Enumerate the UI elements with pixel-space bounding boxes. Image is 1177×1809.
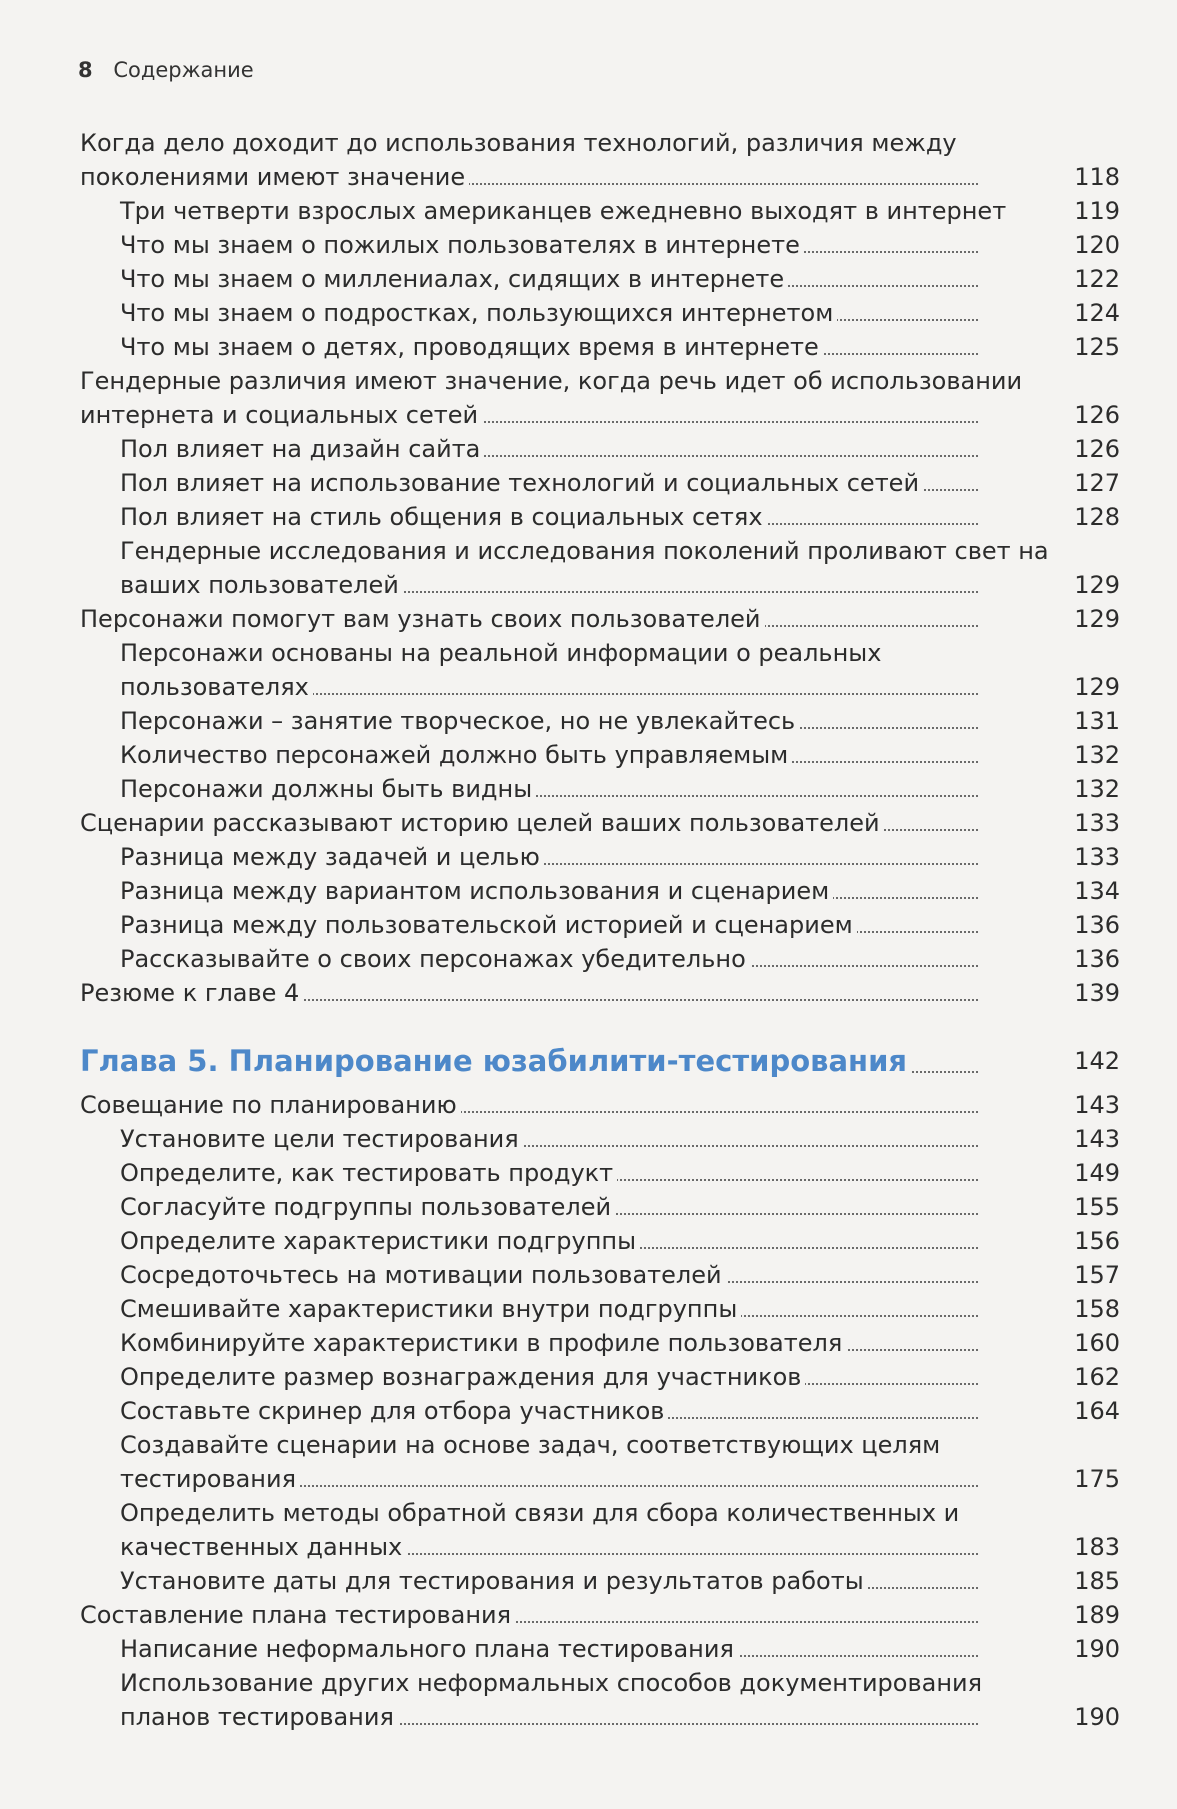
toc-entry-page-number: 183 xyxy=(1074,1533,1120,1561)
toc-entry-title: Три четверти взрослых американцев ежедневно выходят в интернет xyxy=(120,197,1010,225)
toc-entry[interactable] xyxy=(80,908,1120,942)
toc-entry[interactable] xyxy=(80,296,1120,330)
toc-entry-title: Установите даты для тестирования и результатов работы xyxy=(120,1567,868,1595)
toc-entry[interactable] xyxy=(80,1224,1120,1258)
toc-entry[interactable] xyxy=(80,1496,1120,1564)
header-title: Содержание xyxy=(113,58,254,82)
toc-entry[interactable] xyxy=(80,432,1120,466)
toc-entry-page-number: 136 xyxy=(1074,911,1120,939)
toc-entry-page-number: 139 xyxy=(1074,979,1120,1007)
toc-entry[interactable] xyxy=(80,1258,1120,1292)
toc-entry-page-number: 128 xyxy=(1074,503,1120,531)
toc-entry[interactable] xyxy=(80,228,1120,262)
toc-entry-title: Сценарии рассказывают историю целей ваших пользователей xyxy=(80,809,884,837)
toc-entry[interactable] xyxy=(80,1190,1120,1224)
toc-entry-title: Что мы знаем о пожилых пользователях в интернете xyxy=(120,231,804,259)
toc-entry[interactable] xyxy=(80,1632,1120,1666)
toc-entry[interactable] xyxy=(80,942,1120,976)
toc-entry-page-number: 126 xyxy=(1074,401,1120,429)
toc-entry-title: Персонажи – занятие творческое, но не увлекайтесь xyxy=(120,707,799,735)
toc-entry-title: Пол влияет на стиль общения в социальных сетях xyxy=(120,503,767,531)
table-of-contents xyxy=(80,126,1120,1734)
toc-entry-page-number: 124 xyxy=(1074,299,1120,327)
toc-entry-page-number: 120 xyxy=(1074,231,1120,259)
toc-entry-page-number: 118 xyxy=(1074,163,1120,191)
toc-entry-page-number: 119 xyxy=(1074,197,1120,225)
toc-entry-title: Составление плана тестирования xyxy=(80,1601,515,1629)
toc-entry-page-number: 143 xyxy=(1074,1125,1120,1153)
toc-entry-title: Совещание по планированию xyxy=(80,1091,461,1119)
toc-entry[interactable] xyxy=(80,1360,1120,1394)
toc-entry-title: Гендерные различия имеют значение, когда речь идет об использовании интернета и социальных сетей xyxy=(80,367,1023,429)
toc-entry-page-number: 134 xyxy=(1074,877,1120,905)
toc-entry-page-number: 129 xyxy=(1074,571,1120,599)
page-number: 8 xyxy=(78,58,93,82)
toc-entry-title: Количество персонажей должно быть управляемым xyxy=(120,741,792,769)
toc-entry-page-number: 143 xyxy=(1074,1091,1120,1119)
toc-entry[interactable] xyxy=(80,500,1120,534)
toc-entry[interactable] xyxy=(80,1428,1120,1496)
toc-entry[interactable] xyxy=(80,1088,1120,1122)
toc-entry-title: Согласуйте подгруппы пользователей xyxy=(120,1193,615,1221)
toc-entry-title: Что мы знаем о миллениалах, сидящих в интернете xyxy=(120,265,788,293)
toc-entry-title: Сосредоточьтесь на мотивации пользователей xyxy=(120,1261,726,1289)
toc-entry-page-number: 136 xyxy=(1074,945,1120,973)
toc-entry-title: Пол влияет на использование технологий и социальных сетей xyxy=(120,469,923,497)
toc-entry-page-number: 190 xyxy=(1074,1635,1120,1663)
toc-entry-page-number: 175 xyxy=(1074,1465,1120,1493)
toc-entry-title: Персонажи должны быть видны xyxy=(120,775,536,803)
running-header xyxy=(78,58,254,82)
toc-entry[interactable] xyxy=(80,1292,1120,1326)
toc-entry[interactable] xyxy=(80,534,1120,602)
toc-entry[interactable] xyxy=(80,976,1120,1010)
toc-entry[interactable] xyxy=(80,262,1120,296)
toc-entry[interactable] xyxy=(80,364,1120,432)
toc-entry[interactable] xyxy=(80,874,1120,908)
toc-entry-title: Гендерные исследования и исследования поколений проливают свет на ваших пользователей xyxy=(120,537,1049,599)
toc-entry-title: Определить методы обратной связи для сбора количественных и качественных данных xyxy=(120,1499,960,1561)
toc-entry-title: Определите характеристики подгруппы xyxy=(120,1227,640,1255)
toc-entry-title: Резюме к главе 4 xyxy=(80,979,303,1007)
toc-entry[interactable] xyxy=(80,772,1120,806)
toc-entry-page-number: 129 xyxy=(1074,673,1120,701)
toc-entry-page-number: 132 xyxy=(1074,775,1120,803)
toc-entry-page-number: 164 xyxy=(1074,1397,1120,1425)
toc-entry-title: Определите размер вознаграждения для участников xyxy=(120,1363,805,1391)
toc-entry-page-number: 162 xyxy=(1074,1363,1120,1391)
toc-entry-page-number: 155 xyxy=(1074,1193,1120,1221)
toc-entry-page-number: 156 xyxy=(1074,1227,1120,1255)
chapter-page-number: 142 xyxy=(1074,1047,1120,1075)
toc-entry[interactable] xyxy=(80,1156,1120,1190)
toc-entry-title: Комбинируйте характеристики в профиле пользователя xyxy=(120,1329,846,1357)
chapter-title: Глава 5. Планирование юзабилити-тестирования xyxy=(80,1044,911,1078)
toc-entry-page-number: 149 xyxy=(1074,1159,1120,1187)
toc-section-chapter-5 xyxy=(80,1088,1120,1734)
toc-entry-title: Создавайте сценарии на основе задач, соответствующих целям тестирования xyxy=(120,1431,941,1493)
toc-entry[interactable] xyxy=(80,704,1120,738)
toc-entry-title: Написание неформального плана тестирования xyxy=(120,1635,738,1663)
toc-entry[interactable] xyxy=(80,194,1120,228)
toc-entry-title: Что мы знаем о подростках, пользующихся интернетом xyxy=(120,299,837,327)
toc-entry-title: Когда дело доходит до использования технологий, различия между поколениями имеют значение xyxy=(80,129,957,191)
toc-entry[interactable] xyxy=(80,1598,1120,1632)
chapter-heading[interactable] xyxy=(80,1040,1120,1082)
toc-entry-title: Использование других неформальных способов документирования планов тестирования xyxy=(120,1669,983,1731)
toc-entry[interactable] xyxy=(80,840,1120,874)
toc-entry-page-number: 160 xyxy=(1074,1329,1120,1357)
toc-entry-page-number: 126 xyxy=(1074,435,1120,463)
toc-entry[interactable] xyxy=(80,636,1120,704)
toc-entry-page-number: 133 xyxy=(1074,843,1120,871)
toc-entry-title: Персонажи основаны на реальной информации о реальных пользователях xyxy=(120,639,882,701)
toc-entry-title: Составьте скринер для отбора участников xyxy=(120,1397,668,1425)
toc-entry-title: Установите цели тестирования xyxy=(120,1125,523,1153)
toc-entry-page-number: 185 xyxy=(1074,1567,1120,1595)
toc-entry[interactable] xyxy=(80,1122,1120,1156)
toc-entry[interactable] xyxy=(80,806,1120,840)
toc-entry-page-number: 131 xyxy=(1074,707,1120,735)
toc-entry-page-number: 157 xyxy=(1074,1261,1120,1289)
toc-entry[interactable] xyxy=(80,126,1120,194)
toc-entry-page-number: 129 xyxy=(1074,605,1120,633)
toc-entry-page-number: 158 xyxy=(1074,1295,1120,1323)
toc-entry-page-number: 127 xyxy=(1074,469,1120,497)
toc-entry-page-number: 133 xyxy=(1074,809,1120,837)
toc-entry-page-number: 189 xyxy=(1074,1601,1120,1629)
toc-entry[interactable] xyxy=(80,738,1120,772)
toc-entry-title: Смешивайте характеристики внутри подгруппы xyxy=(120,1295,741,1323)
toc-entry[interactable] xyxy=(80,1394,1120,1428)
toc-entry-page-number: 125 xyxy=(1074,333,1120,361)
toc-entry-page-number: 132 xyxy=(1074,741,1120,769)
toc-entry-page-number: 190 xyxy=(1074,1703,1120,1731)
toc-entry[interactable] xyxy=(80,1564,1120,1598)
toc-entry-title: Определите, как тестировать продукт xyxy=(120,1159,617,1187)
toc-entry-page-number: 122 xyxy=(1074,265,1120,293)
toc-entry[interactable] xyxy=(80,1666,1120,1734)
toc-entry-title: Пол влияет на дизайн сайта xyxy=(120,435,484,463)
toc-entry-title: Что мы знаем о детях, проводящих время в интернете xyxy=(120,333,823,361)
toc-section-chapter-4 xyxy=(80,126,1120,1010)
toc-entry-title: Разница между пользовательской историей и сценарием xyxy=(120,911,857,939)
toc-entry[interactable] xyxy=(80,330,1120,364)
toc-entry-title: Персонажи помогут вам узнать своих пользователей xyxy=(80,605,765,633)
toc-entry-title: Рассказывайте о своих персонажах убедительно xyxy=(120,945,750,973)
toc-entry[interactable] xyxy=(80,466,1120,500)
toc-entry[interactable] xyxy=(80,602,1120,636)
toc-entry[interactable] xyxy=(80,1326,1120,1360)
toc-entry-title: Разница между задачей и целью xyxy=(120,843,544,871)
toc-entry-title: Разница между вариантом использования и сценарием xyxy=(120,877,833,905)
